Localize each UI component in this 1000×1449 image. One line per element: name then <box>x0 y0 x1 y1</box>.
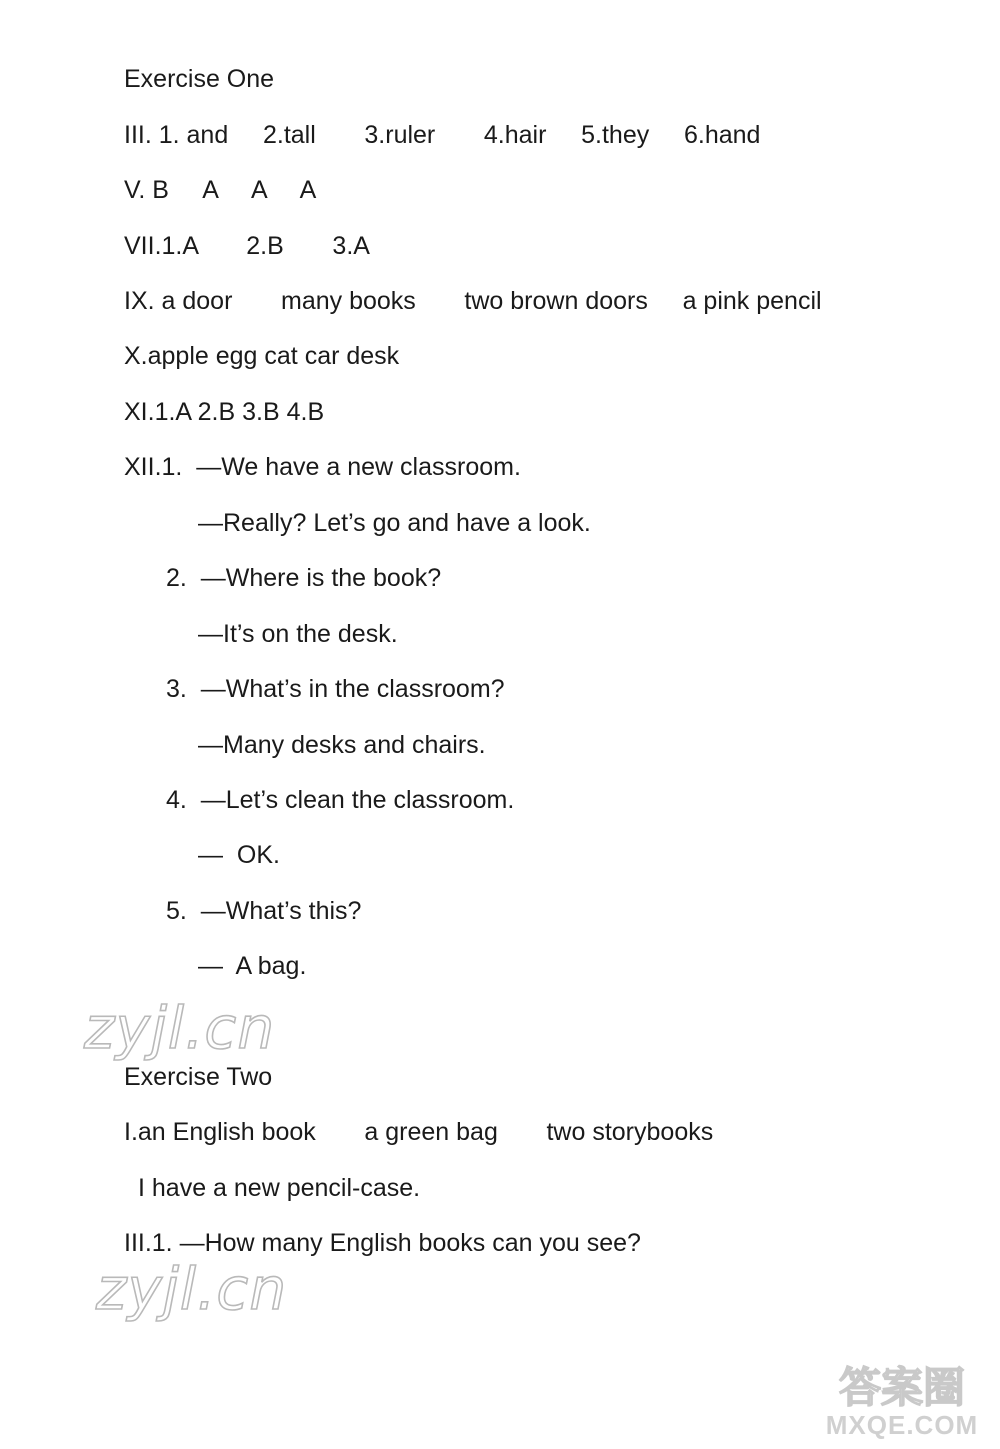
answer-line-i: I.an English book a green bag two storybooks <box>124 1118 714 1146</box>
section-title-exercise-one: Exercise One <box>124 65 275 93</box>
watermark-zyjl: zyjl.cn <box>84 994 276 1062</box>
answer-line-v: V. B A A A <box>124 176 317 204</box>
answer-sentence: I have a new pencil-case. <box>138 1174 421 1202</box>
dialogue-question: 2. —Where is the book? <box>166 564 442 592</box>
answer-line-iii: III. 1. and 2.tall 3.ruler 4.hair 5.they 6.hand <box>124 121 761 149</box>
watermark-zyjl: zyjl.cn <box>96 1255 288 1323</box>
section-title-exercise-two: Exercise Two <box>124 1063 273 1091</box>
dialogue-question: 5. —What’s this? <box>166 897 362 925</box>
dialogue-reply: — OK. <box>198 841 280 869</box>
dialogue-reply: — A bag. <box>198 952 307 980</box>
answer-line-x: X.apple egg cat car desk <box>124 342 400 370</box>
dialogue-reply: —Really? Let’s go and have a look. <box>198 509 591 537</box>
answer-line-ix: IX. a door many books two brown doors a pink pencil <box>124 287 822 315</box>
answer-line-vii: VII.1.A 2.B 3.A <box>124 232 370 260</box>
dialogue-reply: —It’s on the desk. <box>198 620 398 648</box>
watermark-mxqe-logo <box>812 1365 992 1439</box>
watermark-url: MXQE.COM <box>825 1410 979 1440</box>
watermark-chinese-text: 答案圈 <box>838 1364 965 1411</box>
answer-line-xii-1: XII.1. —We have a new classroom. <box>124 453 521 481</box>
dialogue-question: 4. —Let’s clean the classroom. <box>166 786 515 814</box>
answer-line-xi: XI.1.A 2.B 3.B 4.B <box>124 398 325 426</box>
answer-line-iii-1: III.1. —How many English books can you see? <box>124 1229 641 1257</box>
dialogue-reply: —Many desks and chairs. <box>198 731 486 759</box>
dialogue-question: 3. —What’s in the classroom? <box>166 675 505 703</box>
